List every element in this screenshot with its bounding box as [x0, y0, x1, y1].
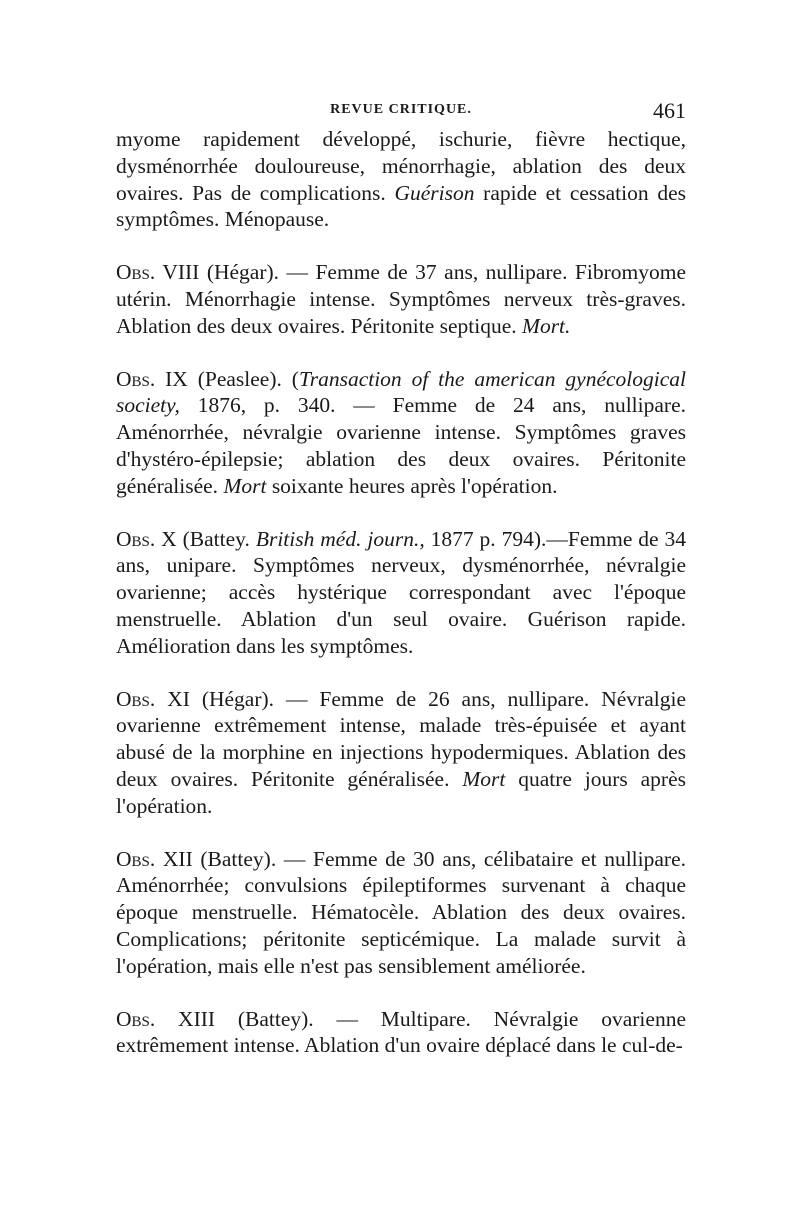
page-number: 461: [653, 98, 686, 123]
page-body: [116, 126, 686, 1085]
observation-10: Obs. X (Battey. British méd. journ., 1877 p. 794).—Femme de 34 ans, unipare. Symptômes nerveux, dysménorrhée, névralgie ovarienne; accès hystérique correspondant avec l'époque menstruelle. Ablation d'un seul ovaire. Guérison rapide. Amélioration dans les symptômes.: [116, 526, 686, 658]
running-title: REVUE CRITIQUE.: [330, 102, 472, 117]
observation-12: Obs. XII (Battey). — Femme de 30 ans, célibataire et nullipare. Aménorrhée; convulsions épileptiformes survenant à chaque époque menstruelle. Hématocèle. Ablation des deux ovaires. Complications; péritonite septicémique. La malade survit à l'opération, mais elle n'est pas sensiblement améliorée.: [116, 846, 686, 978]
running-header: [116, 98, 686, 122]
observation-13: Obs. XIII (Battey). — Multipare. Névralgie ovarienne extrêmement intense. Ablation d'un ovaire déplacé dans le cul-de-: [116, 1006, 686, 1058]
observation-11: Obs. XI (Hégar). — Femme de 26 ans, nullipare. Névralgie ovarienne extrêmement intense, malade très-épuisée et ayant abusé de la morphine en injections hypodermiques. Ablation des deux ovaires. Péritonite généralisée. Mort quatre jours après l'opération.: [116, 686, 687, 818]
observation-9: Obs. IX (Peaslee). (Transaction of the american gynécological society, 1876, p. 340. — Femme de 24 ans, nullipare. Aménorrhée, névralgie ovarienne intense. Symptômes graves d'hystéro-épilepsie; ablation des deux ovaires. Péritonite généralisée. Mort soixante heures après l'opération.: [116, 366, 687, 498]
paragraph-continuation: myome rapidement développé, ischurie, fièvre hectique, dysménorrhée douloureuse, ménorrhagie, ablation des deux ovaires. Pas de complications. Guérison rapide et cessation des symptômes. Ménopause.: [116, 127, 686, 232]
observation-8: Obs. VIII (Hégar). — Femme de 37 ans, nullipare. Fibromyome utérin. Ménorrhagie intense. Symptômes nerveux très-graves. Ablation des deux ovaires. Péritonite septique. Mort.: [116, 260, 686, 338]
